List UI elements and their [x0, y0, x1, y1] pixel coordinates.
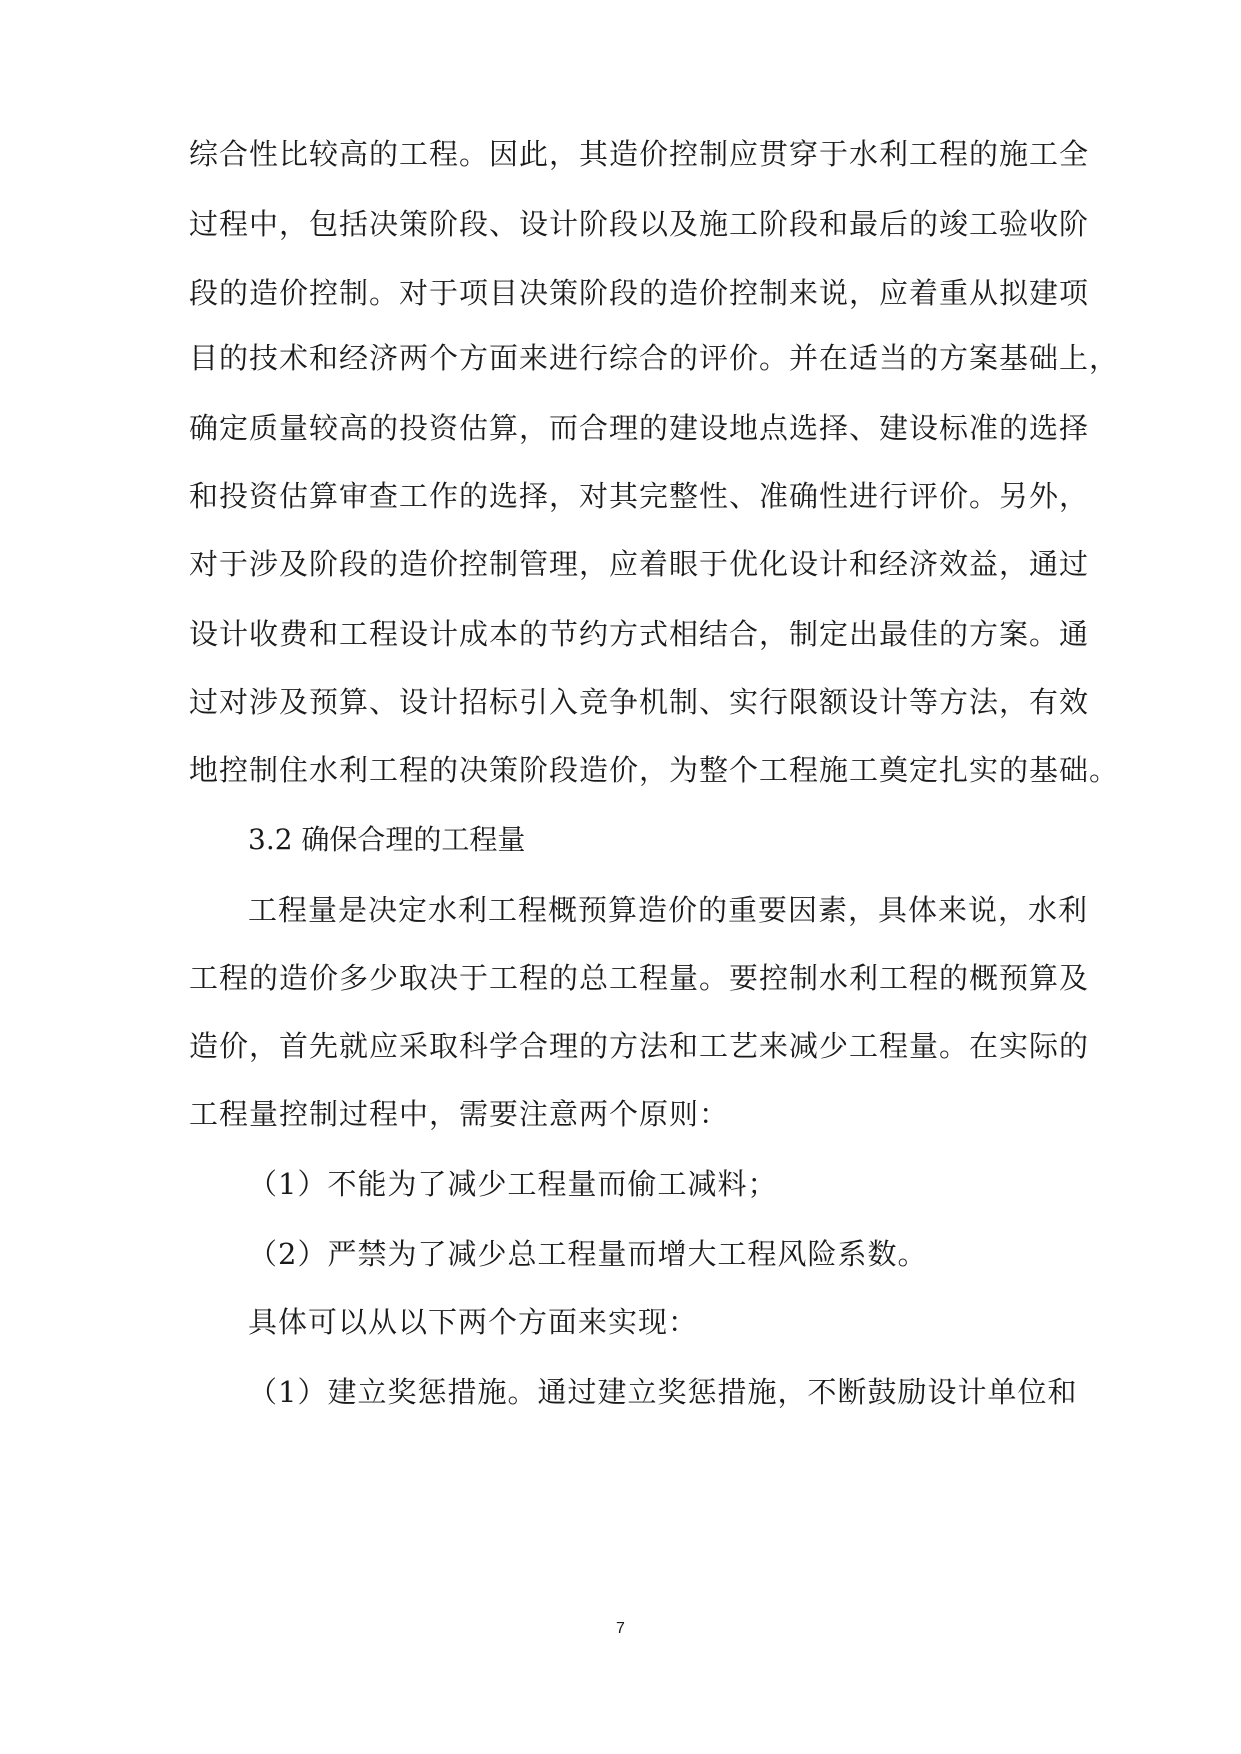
- paragraph-line: 和投资估算审查工作的选择，对其完整性、准确性进行评价。另外，: [189, 479, 1090, 513]
- paragraph-line: 工程量控制过程中，需要注意两个原则：: [189, 1097, 730, 1131]
- paragraph-line: 过程中，包括决策阶段、设计阶段以及施工阶段和最后的竣工验收阶: [189, 207, 1090, 241]
- intro-line: 具体可以从以下两个方面来实现：: [248, 1305, 699, 1339]
- paragraph-line: 工程的造价多少取决于工程的总工程量。要控制水利工程的概预算及: [189, 961, 1090, 995]
- paragraph-line: 段的造价控制。对于项目决策阶段的造价控制来说，应着重从拟建项: [189, 276, 1090, 310]
- paragraph-line: 地控制住水利工程的决策阶段造价，为整个工程施工奠定扎实的基础。: [189, 753, 1120, 787]
- paragraph-line: 造价，首先就应采取科学合理的方法和工艺来减少工程量。在实际的: [189, 1029, 1090, 1063]
- section-heading: 3.2 确保合理的工程量: [248, 823, 526, 856]
- page-number: 7: [616, 1620, 625, 1637]
- principle-item: （2）严禁为了减少总工程量而增大工程风险系数。: [248, 1237, 928, 1271]
- paragraph-line: 综合性比较高的工程。因此，其造价控制应贯穿于水利工程的施工全: [189, 137, 1090, 171]
- paragraph-line: 确定质量较高的投资估算，而合理的建设地点选择、建设标准的选择: [189, 411, 1090, 445]
- paragraph-line: 过对涉及预算、设计招标引入竞争机制、实行限额设计等方法，有效: [189, 685, 1090, 719]
- paragraph-line: 设计收费和工程设计成本的节约方式相结合，制定出最佳的方案。通: [189, 617, 1090, 651]
- principle-item: （1）不能为了减少工程量而偷工减料；: [248, 1167, 778, 1201]
- paragraph-line: 目的技术和经济两个方面来进行综合的评价。并在适当的方案基础上，: [189, 341, 1120, 375]
- paragraph-line: 对于涉及阶段的造价控制管理，应着眼于优化设计和经济效益，通过: [189, 547, 1090, 581]
- paragraph-line: 工程量是决定水利工程概预算造价的重要因素，具体来说，水利: [248, 893, 1089, 927]
- measure-item: （1）建立奖惩措施。通过建立奖惩措施，不断鼓励设计单位和: [248, 1375, 1078, 1409]
